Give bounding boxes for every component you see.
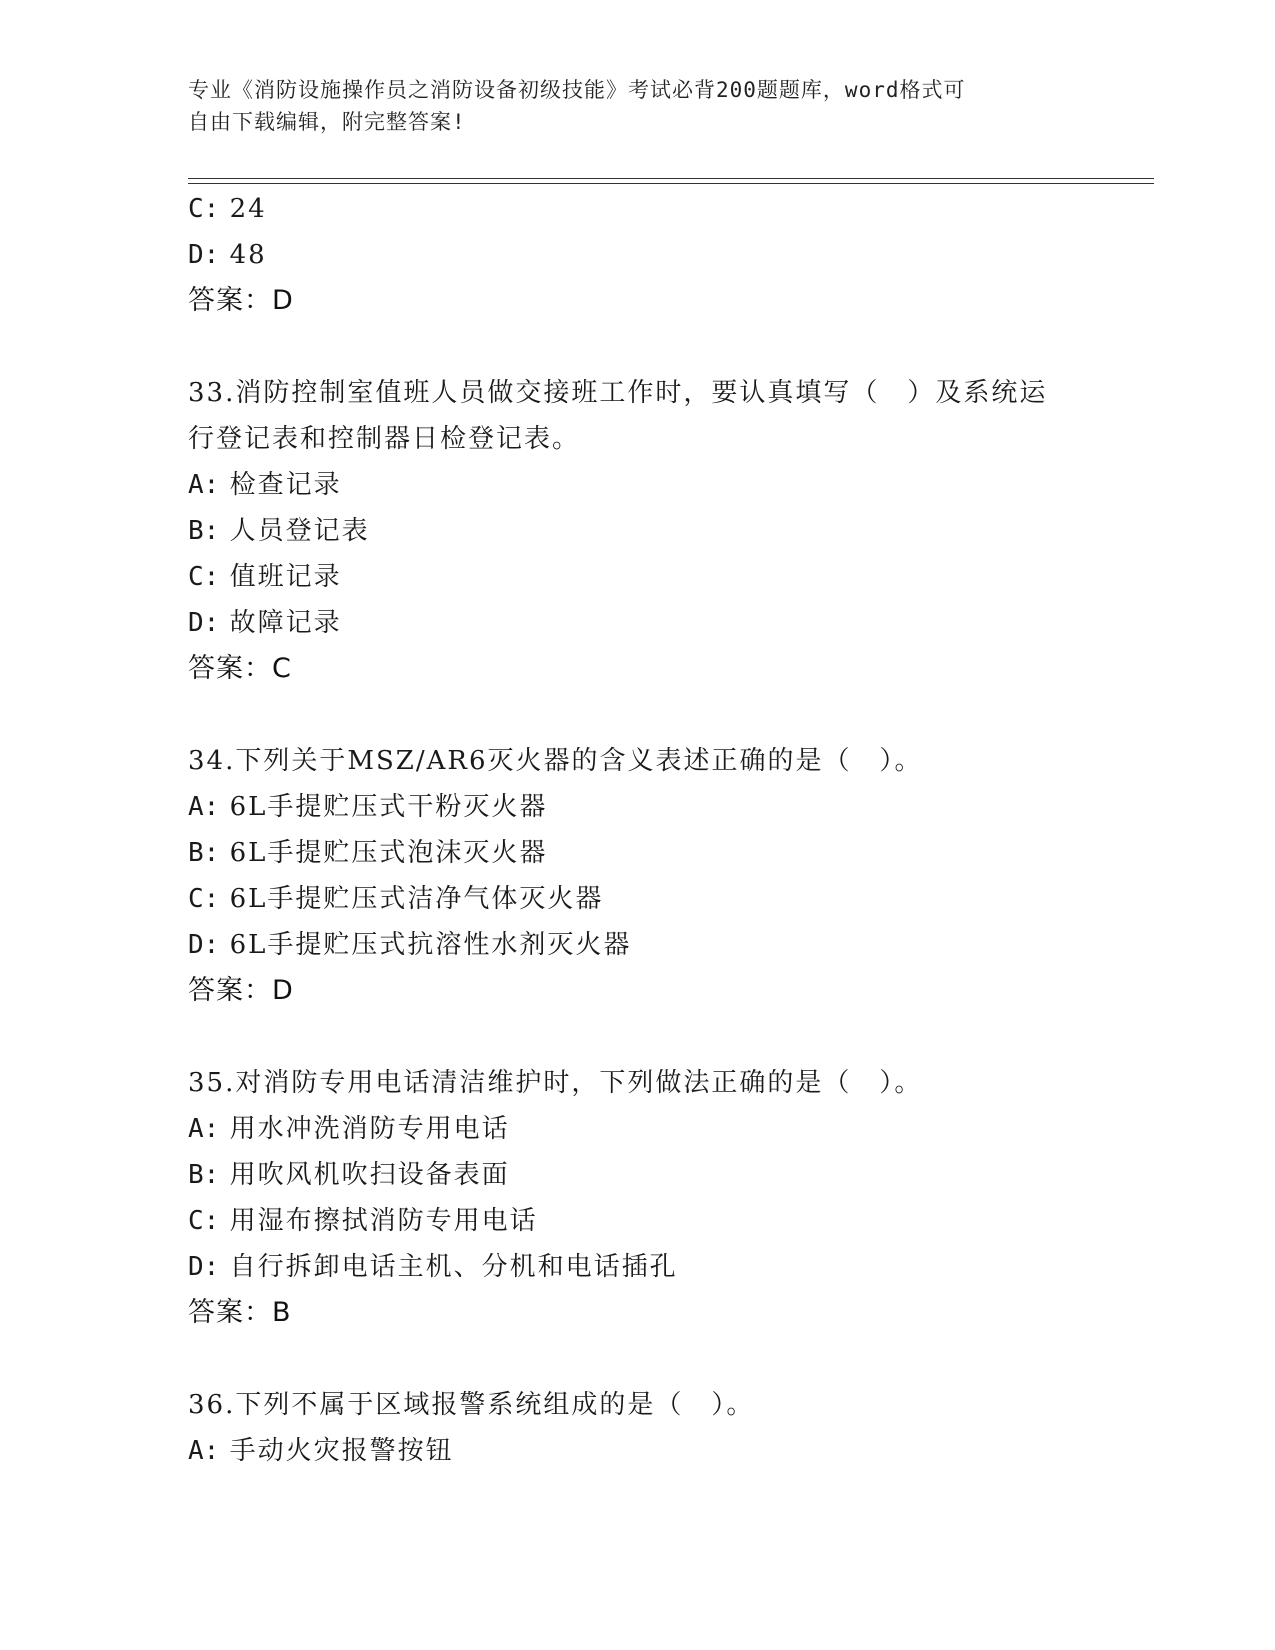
question-stem: 35.对消防专用电话清洁维护时，下列做法正确的是（ ）。	[188, 1068, 923, 1098]
option-label: D:	[188, 930, 220, 960]
option-label: D:	[188, 608, 220, 638]
option-a	[188, 1428, 1128, 1474]
header-line-1: 专业《消防设施操作员之消防设备初级技能》考试必背200题题库，word格式可	[188, 78, 966, 102]
option-b	[188, 830, 1128, 876]
option-text: 故障记录	[229, 608, 342, 638]
prev-question-block	[188, 186, 1128, 324]
option-text: 用水冲洗消防专用电话	[229, 1114, 510, 1144]
question-35	[188, 1060, 1128, 1336]
option-text: 6L手提贮压式抗溶性水剂灭火器	[229, 930, 632, 960]
option-label: A:	[188, 792, 220, 822]
option-label: A:	[188, 1436, 220, 1466]
option-text: 自行拆卸电话主机、分机和电话插孔	[229, 1252, 678, 1282]
option-label: C:	[188, 562, 220, 592]
option-label: D:	[188, 1252, 220, 1282]
question-content	[188, 186, 1128, 1474]
option-label: A:	[188, 1114, 220, 1144]
question-stem: 36.下列不属于区域报警系统组成的是（ ）。	[188, 1390, 755, 1420]
option-c	[188, 554, 1128, 600]
option-text: 检查记录	[229, 470, 342, 500]
header-divider-bottom	[188, 183, 1154, 184]
option-a	[188, 462, 1128, 508]
option-text: 6L手提贮压式干粉灭火器	[229, 792, 548, 822]
option-d	[188, 922, 1128, 968]
question-stem: 33.消防控制室值班人员做交接班工作时，要认真填写（ ）及系统运	[188, 378, 1048, 408]
question-34	[188, 738, 1128, 1014]
option-text: 6L手提贮压式洁净气体灭火器	[229, 884, 604, 914]
question-36	[188, 1382, 1128, 1474]
question-stem-continued: 行登记表和控制器日检登记表。	[188, 424, 581, 454]
document-header	[188, 74, 1068, 138]
option-c	[188, 876, 1128, 922]
option-text: 用吹风机吹扫设备表面	[229, 1160, 510, 1190]
option-a	[188, 1106, 1128, 1152]
option-label: C:	[188, 884, 220, 914]
option-label: B:	[188, 838, 220, 868]
option-c	[188, 186, 1128, 232]
option-b	[188, 508, 1128, 554]
option-text: 24	[229, 194, 267, 224]
option-label: D:	[188, 240, 220, 270]
option-c	[188, 1198, 1128, 1244]
option-label: B:	[188, 1160, 220, 1190]
header-line-2: 自由下载编辑，附完整答案!	[188, 110, 466, 134]
question-33	[188, 370, 1128, 692]
option-d	[188, 600, 1128, 646]
answer-line: 答案：D	[188, 285, 294, 316]
header-divider-top	[188, 178, 1154, 179]
option-text: 48	[229, 240, 267, 270]
option-text: 人员登记表	[229, 516, 370, 546]
option-label: A:	[188, 470, 220, 500]
answer-line: 答案：C	[188, 653, 292, 684]
option-text: 用湿布擦拭消防专用电话	[229, 1206, 538, 1236]
option-text: 6L手提贮压式泡沫灭火器	[229, 838, 548, 868]
option-a	[188, 784, 1128, 830]
option-label: B:	[188, 516, 220, 546]
option-label: C:	[188, 1206, 220, 1236]
answer-line: 答案：B	[188, 1297, 292, 1328]
option-label: C:	[188, 194, 220, 224]
option-d	[188, 1244, 1128, 1290]
option-d	[188, 232, 1128, 278]
option-b	[188, 1152, 1128, 1198]
option-text: 值班记录	[229, 562, 342, 592]
answer-line: 答案：D	[188, 975, 294, 1006]
question-stem: 34.下列关于MSZ/AR6灭火器的含义表述正确的是（ ）。	[188, 746, 923, 776]
option-text: 手动火灾报警按钮	[229, 1436, 454, 1466]
